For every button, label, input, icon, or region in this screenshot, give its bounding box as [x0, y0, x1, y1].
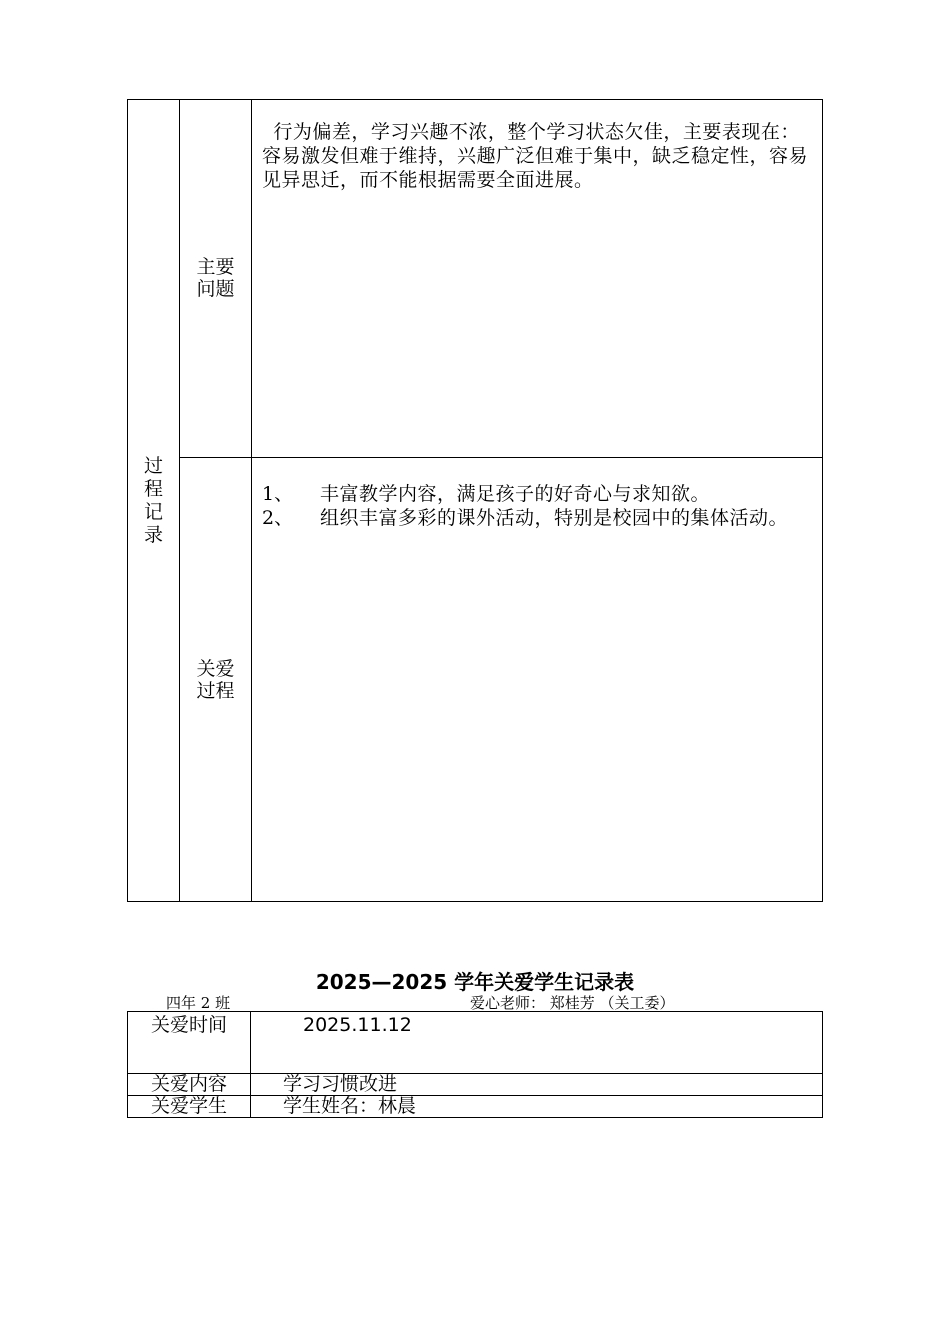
form-title: 2025—2025 学年关爱学生记录表: [315, 970, 635, 994]
care-time-value: 2025.11.12: [251, 1012, 823, 1074]
care-content-value: 学习习惯改进: [251, 1074, 823, 1096]
care-content-label: 关爱内容: [128, 1074, 251, 1096]
class-label: 四年 2 班: [166, 994, 231, 1012]
table-row: [128, 1012, 823, 1074]
table-row: [128, 1096, 823, 1118]
list-item: 2、 组织丰富多彩的课外活动，特别是校园中的集体活动。: [262, 507, 789, 529]
main-problem-label: 主要 问题: [180, 100, 252, 458]
teacher-label: 爱心老师： 郑桂芳 （关工委）: [470, 994, 675, 1012]
main-problem-content: [252, 100, 823, 458]
care-time-label: 关爱时间: [128, 1012, 251, 1074]
table-row: [128, 1074, 823, 1096]
care-record-table: [127, 99, 823, 902]
care-student-label: 关爱学生: [128, 1096, 251, 1118]
main-problem-text: 行为偏差，学习兴趣不浓，整个学习状态欠佳，主要表现在：容易激发但难于维持，兴趣广泛但难于集中，缺乏稳定性，容易见异思迁，而不能根据需要全面进展。: [262, 121, 809, 191]
care-student-value: 学生姓名：林晨: [251, 1096, 823, 1118]
list-item: 1、 丰富教学内容，满足孩子的好奇心与求知欲。: [262, 483, 711, 505]
care-info-table: [127, 1011, 823, 1118]
care-process-content: [252, 458, 823, 902]
process-record-label: 过 程 记 录: [128, 100, 180, 902]
care-process-label: 关爱 过程: [180, 458, 252, 902]
